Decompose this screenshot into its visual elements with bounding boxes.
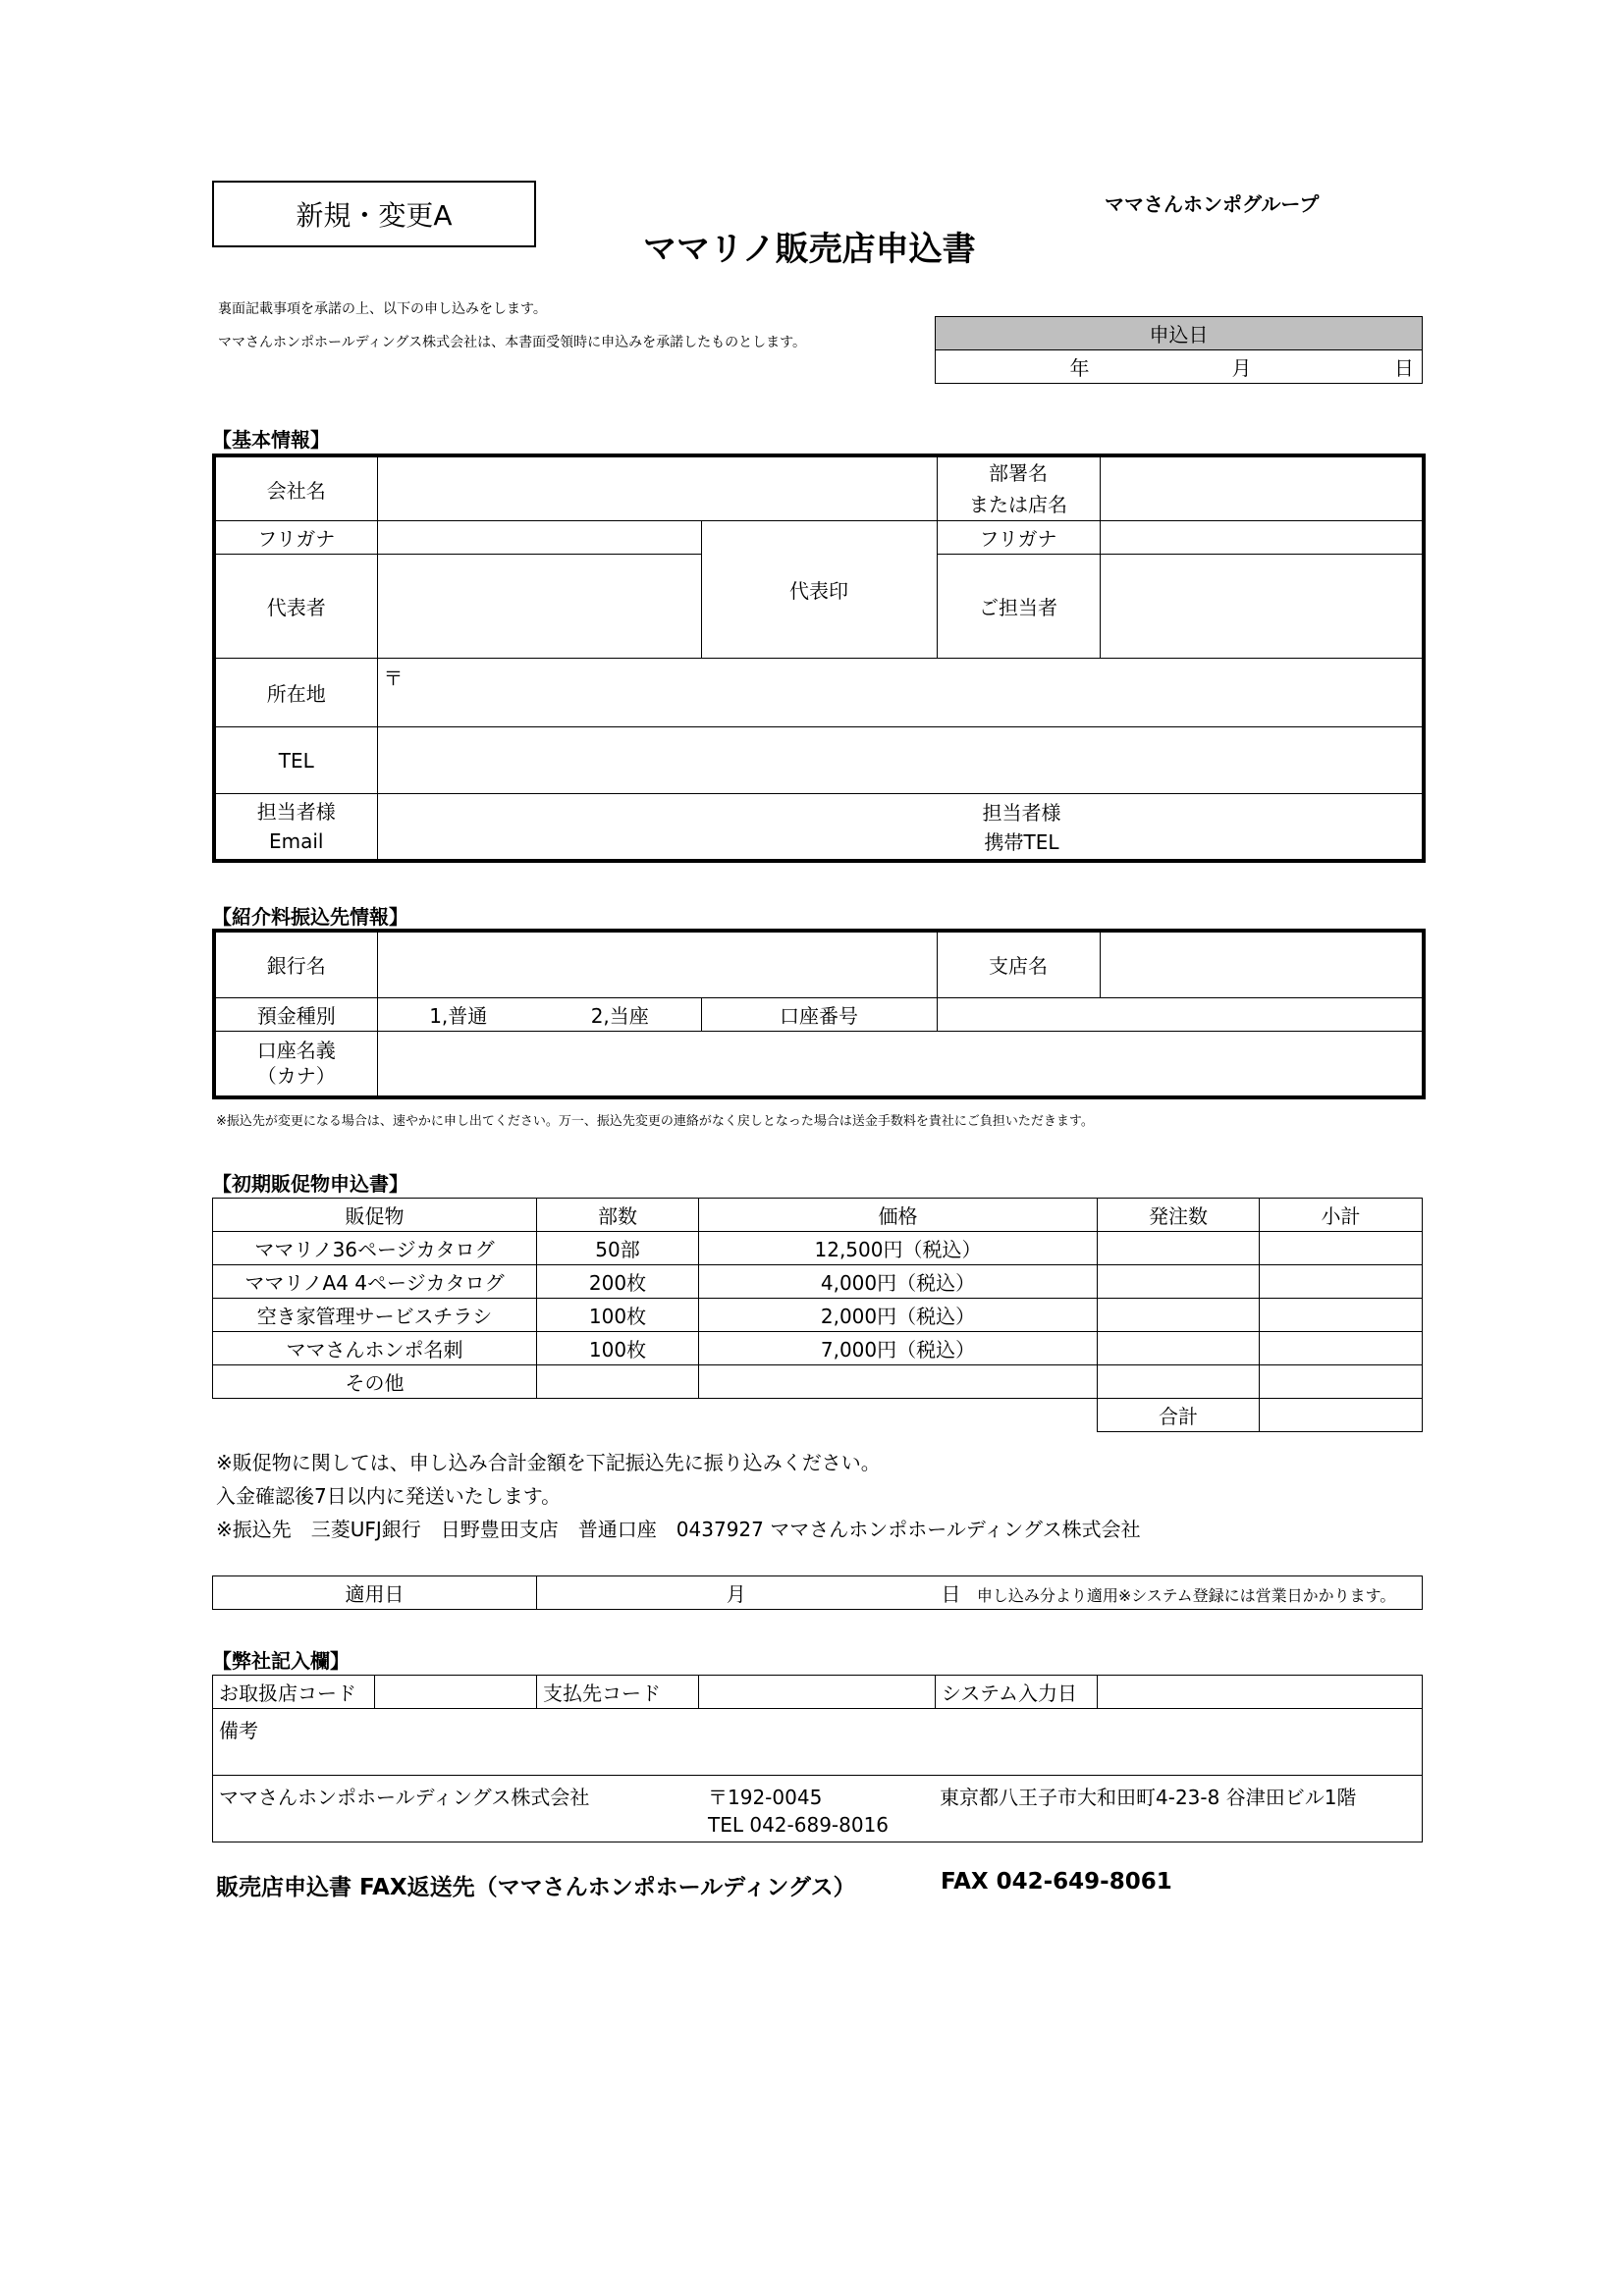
system-date-field[interactable]: [1098, 1676, 1423, 1709]
promo-item: [213, 1365, 537, 1399]
apply-date-label: [213, 1576, 537, 1610]
company-field[interactable]: [377, 455, 937, 521]
apply-month-label: 月: [726, 1582, 746, 1606]
dept-label-line2: または店名: [969, 493, 1067, 516]
promo-header-item: [213, 1199, 537, 1232]
bank-info-table: [212, 929, 1426, 1099]
note-top-2: ママさんホンポホールディングス株式会社は、本書面受領時に申込みを承諾したものとします。: [218, 335, 807, 350]
contact-field[interactable]: [1100, 555, 1424, 659]
apply-day-label: 日: [941, 1582, 961, 1606]
promo-header-item-text: 販促物: [345, 1204, 405, 1228]
account-holder-field[interactable]: [377, 1031, 1424, 1097]
table-row: [213, 1232, 1423, 1265]
note-top-1: 裏面記載事項を承諾の上、以下の申し込みをします。: [218, 301, 547, 317]
apply-date-table: [212, 1575, 1423, 1610]
promo-item: [213, 1265, 537, 1299]
promo-total-spacer: [213, 1399, 1098, 1432]
address-field[interactable]: [377, 659, 1424, 727]
promo-item-text: ママリノA4 4ページカタログ: [244, 1271, 505, 1295]
branch-label: [937, 931, 1100, 997]
address-label: [214, 659, 377, 727]
promo-qty: [537, 1332, 699, 1365]
promo-header-subtotal-text: 小計: [1321, 1204, 1361, 1228]
promo-item-text: ママさんホンポ名刺: [286, 1338, 463, 1362]
dept-label: [937, 455, 1100, 521]
promo-header-order: [1098, 1199, 1260, 1232]
promo-price[interactable]: [699, 1365, 1098, 1399]
page-title: ママリノ販売店申込書: [643, 230, 976, 269]
date-year-cell[interactable]: [936, 350, 1098, 384]
form-type-badge: [212, 181, 536, 247]
representative-field[interactable]: [377, 555, 701, 659]
promo-price-text: 2,000円（税込）: [820, 1305, 976, 1328]
promo-section-title: 【初期販促物申込書】: [212, 1172, 408, 1196]
promo-item-text: ママリノ36ページカタログ: [254, 1238, 495, 1261]
furigana-field[interactable]: [377, 521, 701, 555]
system-date-label: [936, 1676, 1098, 1709]
tel-label-text: TEL: [278, 748, 314, 773]
promo-item-text: その他: [345, 1371, 405, 1395]
store-code-label-text: お取扱店コード: [219, 1682, 356, 1705]
promo-item: [213, 1299, 537, 1332]
branch-field[interactable]: [1100, 931, 1424, 997]
table-row: [213, 1265, 1423, 1299]
remarks-label: 備考: [219, 1719, 258, 1742]
store-code-label: [213, 1676, 375, 1709]
promo-header-subtotal: [1260, 1199, 1423, 1232]
bank-note: ※振込先が変更になる場合は、速やかに申し出てください。万一、振込先変更の連絡がなく戻しとなった場合は送金手数料を貴社にご負担いただきます。: [216, 1114, 1094, 1129]
office-company: ママさんホンポホールディングス株式会社: [219, 1786, 590, 1809]
pay-code-label: [537, 1676, 699, 1709]
promo-order-field[interactable]: [1098, 1332, 1260, 1365]
fax-return-label: 販売店申込書 FAX返送先（ママさんホンポホールディングス）: [216, 1875, 856, 1900]
furigana-label: [214, 521, 377, 555]
pay-code-field[interactable]: [699, 1676, 936, 1709]
account-no-label: [701, 997, 937, 1031]
date-header-label: 申込日: [1149, 323, 1209, 347]
account-holder-label: [214, 1031, 377, 1097]
office-section-title: 【弊社記入欄】: [212, 1649, 350, 1673]
office-info: [213, 1776, 1423, 1842]
apply-month-cell[interactable]: [537, 1576, 936, 1610]
office-postal: 〒192-0045: [708, 1786, 823, 1809]
promo-subtotal-field[interactable]: [1260, 1365, 1423, 1399]
office-tel: TEL 042-689-8016: [708, 1813, 890, 1837]
promo-price: [699, 1299, 1098, 1332]
promo-qty[interactable]: [537, 1365, 699, 1399]
application-date-table: [935, 316, 1423, 384]
email-label-line1: 担当者様: [256, 799, 336, 824]
promo-subtotal-field[interactable]: [1260, 1265, 1423, 1299]
email-label-line2: Email: [269, 828, 324, 853]
bank-name-label-text: 銀行名: [266, 954, 326, 979]
mobile-label: [963, 798, 1081, 857]
basic-info-table: [212, 454, 1426, 863]
month-label: 月: [1231, 356, 1252, 380]
promo-table: [212, 1198, 1423, 1432]
furigana2-field[interactable]: [1100, 521, 1424, 555]
office-address: 東京都八王子市大和田町4-23-8 谷津田ビル1階: [940, 1786, 1357, 1809]
promo-price: [699, 1232, 1098, 1265]
promo-header-order-text: 発注数: [1149, 1204, 1208, 1228]
account-no-field[interactable]: [937, 997, 1424, 1031]
date-day-cell[interactable]: [1260, 350, 1423, 384]
pay-code-label-text: 支払先コード: [543, 1682, 661, 1705]
promo-price-text: 4,000円（税込）: [820, 1271, 976, 1295]
promo-subtotal-field[interactable]: [1260, 1232, 1423, 1265]
promo-total-label: [1098, 1399, 1260, 1432]
promo-header-qty-text: 部数: [598, 1204, 637, 1228]
tel-label: [214, 727, 377, 794]
representative-label: [214, 555, 377, 659]
bank-name-field[interactable]: [377, 931, 937, 997]
promo-qty: [537, 1232, 699, 1265]
promo-order-field[interactable]: [1098, 1265, 1260, 1299]
promo-total-field[interactable]: [1260, 1399, 1423, 1432]
system-date-label-text: システム入力日: [942, 1682, 1077, 1705]
dept-field[interactable]: [1100, 455, 1424, 521]
table-row: [213, 1299, 1423, 1332]
promo-subtotal-field[interactable]: [1260, 1332, 1423, 1365]
promo-item: [213, 1232, 537, 1265]
seal-box[interactable]: [701, 521, 937, 659]
deposit-type-label: [214, 997, 377, 1031]
remarks-field[interactable]: [213, 1709, 1423, 1776]
deposit-type-label-text: 預金種別: [256, 1003, 336, 1028]
company-label-text: 会社名: [266, 478, 326, 503]
company-label: [214, 455, 377, 521]
apply-date-label-text: 適用日: [345, 1582, 405, 1606]
date-month-cell[interactable]: [1098, 350, 1260, 384]
promo-order-field[interactable]: [1098, 1299, 1260, 1332]
seal-label: 代表印: [789, 579, 848, 603]
promo-qty: [537, 1265, 699, 1299]
dept-label-line1: 部署名: [989, 461, 1048, 485]
promo-item: [213, 1332, 537, 1365]
furigana-label-text: フリガナ: [257, 527, 336, 551]
promo-order-field[interactable]: [1098, 1365, 1260, 1399]
account-no-label-text: 口座番号: [780, 1003, 858, 1028]
promo-qty-text: 100枚: [588, 1338, 647, 1362]
promo-item-text: 空き家管理サービスチラシ: [256, 1305, 493, 1328]
address-label-text: 所在地: [266, 682, 326, 706]
ordinary-label: 1,普通: [429, 1003, 488, 1028]
bank-section-title: 【紹介料振込先情報】: [212, 905, 408, 929]
holder-label-line2: （カナ）: [256, 1064, 336, 1089]
apply-note: 申し込み分より適用※システム登録には営業日かかります。: [976, 1586, 1396, 1605]
furigana2-label-text: フリガナ: [979, 527, 1057, 551]
promo-note-1: ※販促物に関しては、申し込み合計金額を下記振込先に振り込みください。: [216, 1451, 881, 1474]
promo-qty-text: 100枚: [588, 1305, 647, 1328]
store-code-field[interactable]: [375, 1676, 537, 1709]
group-name: ママさんホンポグループ: [1105, 192, 1320, 216]
table-row: [213, 1332, 1423, 1365]
email-mobile-field[interactable]: [377, 794, 1424, 861]
branch-label-text: 支店名: [989, 954, 1049, 979]
year-label: 年: [1069, 356, 1090, 380]
furigana2-label: [937, 521, 1100, 555]
promo-header-qty: [537, 1199, 699, 1232]
office-table: [212, 1675, 1423, 1842]
contact-label: [937, 555, 1100, 659]
promo-order-field[interactable]: [1098, 1232, 1260, 1265]
promo-subtotal-field[interactable]: [1260, 1299, 1423, 1332]
promo-price-text: 12,500円（税込）: [814, 1238, 982, 1261]
form-type-label: 新規・変更A: [296, 199, 453, 232]
promo-qty-text: 50部: [595, 1238, 640, 1261]
mobile-label-line2: 携帯TEL: [984, 830, 1059, 854]
promo-qty-text: 200枚: [588, 1271, 647, 1295]
current-label: 2,当座: [590, 1003, 649, 1028]
promo-price: [699, 1265, 1098, 1299]
representative-label-text: 代表者: [266, 596, 326, 619]
promo-price: [699, 1332, 1098, 1365]
promo-price-text: 7,000円（税込）: [820, 1338, 976, 1362]
mobile-label-line1: 担当者様: [982, 801, 1061, 825]
promo-note-3: ※振込先 三菱UFJ銀行 日野豊田支店 普通口座 0437927 ママさんホンポホールディングス株式会社: [216, 1518, 1141, 1541]
date-header: [936, 317, 1423, 350]
deposit-option-current[interactable]: [539, 997, 701, 1031]
email-label: [214, 794, 377, 861]
contact-label-text: ご担当者: [979, 596, 1057, 619]
promo-note-2: 入金確認後7日以内に発送いたします。: [216, 1484, 562, 1508]
table-row: [213, 1365, 1423, 1399]
promo-header-price-text: 価格: [878, 1204, 918, 1228]
day-label: 日: [1394, 356, 1415, 380]
bank-name-label: [214, 931, 377, 997]
fax-number: FAX 042-649-8061: [941, 1869, 1172, 1895]
tel-field[interactable]: [377, 727, 1424, 794]
holder-label-line1: 口座名義: [256, 1039, 336, 1063]
promo-qty: [537, 1299, 699, 1332]
promo-header-price: [699, 1199, 1098, 1232]
apply-day-cell[interactable]: [936, 1576, 1423, 1610]
deposit-option-ordinary[interactable]: [377, 997, 539, 1031]
promo-total-label-text: 合計: [1159, 1405, 1198, 1428]
basic-section-title: 【基本情報】: [212, 428, 330, 452]
postal-mark: 〒: [383, 667, 404, 690]
